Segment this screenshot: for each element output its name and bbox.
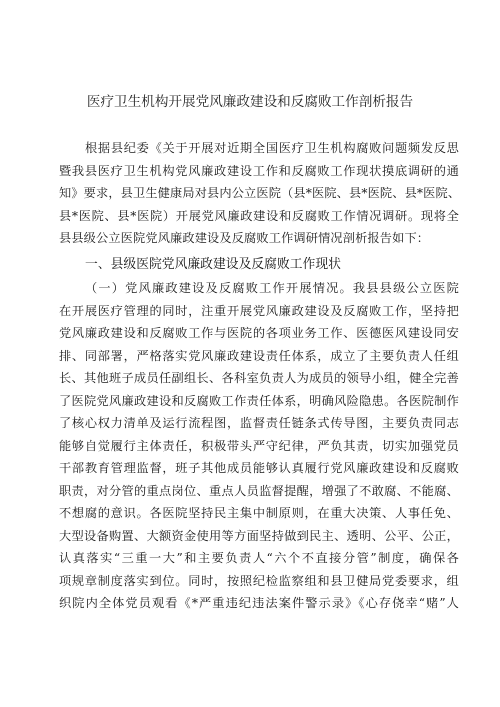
body-line: 长、其他班子成员任副组长、各科室负责人为成员的领导小组，健全完善 [59,371,459,385]
intro-paragraph [59,137,459,250]
intro-line: 县县级公立医院党风廉政建设及反腐败工作调研情况剖析报告如下： [59,231,430,245]
body-line: 项规章制度落实到位。同时，按照纪检监察组和县卫健局党委要求，组 [59,573,459,588]
body-line: 党风廉政建设和反腐败工作与医院的各项业务工作、医德医风建设同安 [59,326,459,340]
intro-line: 暨我县医疗卫生机构党风廉政建设工作和反腐败工作现状摸底调研的通 [59,163,459,178]
body-line: 职责，对分管的重点岗位、重点人员监督提醒，增强了不敢腐、不能腐、 [59,483,459,498]
body-line: 干部教育管理监督，班子其他成员能够认真履行党风廉政建设和反腐败 [59,461,459,475]
intro-line: 县*医院、县*医院）开展党风廉政建设和反腐败工作情况调研。现将全 [59,208,459,223]
section-heading: 一、县级医院党风廉政建设及反腐败工作现状 [85,257,341,272]
document-title: 医疗卫生机构开展党风廉政建设和反腐败工作剖析报告 [86,94,414,110]
body-line: 了核心权力清单及运行流程图，监督责任链条式传导图，主要负责同志 [59,416,459,430]
body-line: 能够自觉履行主体责任，积极带头严守纪律，严负其责，切实加强党员 [59,438,459,453]
body-line: 认真落实“三重一大”和主要负责人“六个不直接分管”制度，确保各 [59,551,459,565]
intro-line: 根据县纪委《关于开展对近期全国医疗卫生机构腐败问题频发反思 [85,141,459,155]
section-body-paragraph [59,277,459,615]
body-line: 在开展医疗管理的同时，注重开展党风廉政建设及反腐败工作，坚持把 [59,303,459,318]
body-line: 织院内全体党员观看《*严重违纪违法案件警示录》《心存侥幸“赌”人 [59,596,459,610]
body-line: 大型设备购置、大额资金使用等方面坚持做到民主、透明、公平、公正， [59,528,459,543]
body-line: （一）党风廉政建设及反腐败工作开展情况。我县县级公立医院 [85,281,459,295]
body-line: 不想腐的意识。各医院坚持民主集中制原则，在重大决策、人事任免、 [59,506,459,520]
intro-line: 知》要求，县卫生健康局对县内公立医院（县*医院、县*医院、县*医院、 [59,186,461,200]
body-line: 了医院党风廉政建设和反腐败工作责任体系，明确风险隐患。各医院制作 [59,393,459,408]
body-line: 排、同部署，严格落实党风廉政建设责任体系，成立了主要负责人任组 [59,348,459,363]
